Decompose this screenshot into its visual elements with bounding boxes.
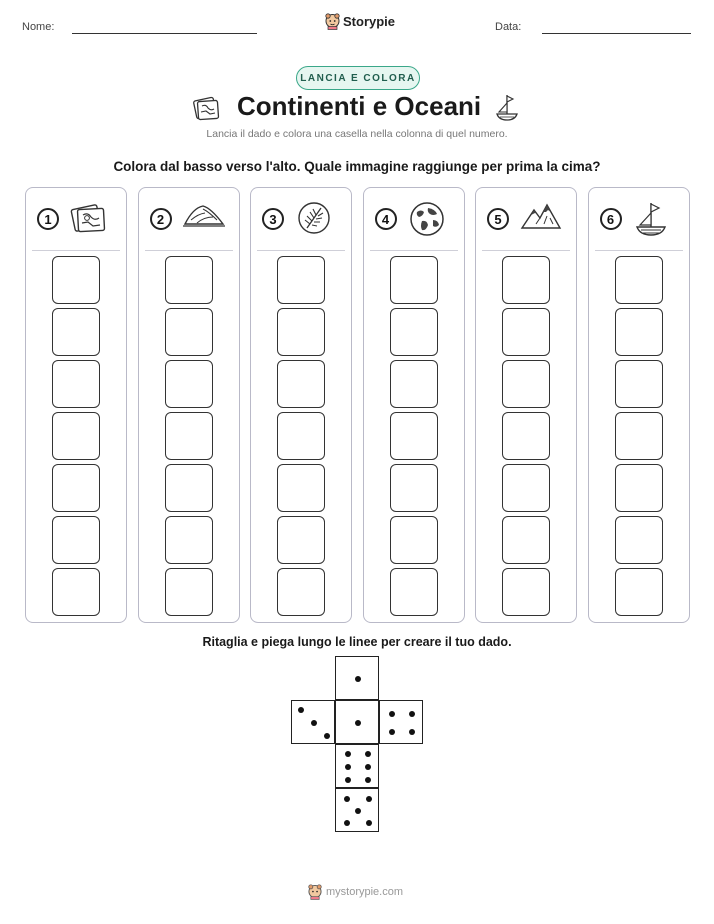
page-title: Continenti e Oceani: [237, 91, 482, 121]
column-number: 2: [150, 208, 172, 230]
color-cell[interactable]: [502, 412, 550, 460]
die-face-3: [291, 700, 335, 744]
die-pip: [298, 707, 304, 713]
die-pip: [324, 733, 330, 739]
die-pip: [365, 777, 371, 783]
color-cell[interactable]: [277, 568, 325, 616]
color-cell[interactable]: [615, 412, 663, 460]
die-face-6: [335, 744, 379, 788]
color-cell[interactable]: [277, 412, 325, 460]
column-2: [138, 187, 240, 623]
die-instruction: Ritaglia e piega lungo le linee per creare il tuo dado.: [202, 635, 512, 649]
die-face-4: [379, 700, 423, 744]
name-line[interactable]: [72, 33, 257, 34]
date-label: Data:: [495, 21, 522, 33]
die-pip: [409, 711, 415, 717]
globe-icon: [408, 200, 446, 238]
desert-dune-icon: [183, 200, 225, 230]
color-cell[interactable]: [277, 308, 325, 356]
die-pip: [366, 796, 372, 802]
die-pip: [345, 751, 351, 757]
color-cell[interactable]: [52, 360, 100, 408]
color-cell[interactable]: [277, 360, 325, 408]
die-face-5: [335, 788, 379, 832]
brand-logo: [325, 13, 395, 30]
pie-mascot-icon: [308, 884, 322, 900]
footer-url: mystorypie.com: [326, 886, 404, 898]
color-cell[interactable]: [52, 568, 100, 616]
color-cell[interactable]: [277, 464, 325, 512]
color-cell[interactable]: [390, 464, 438, 512]
color-cell[interactable]: [165, 464, 213, 512]
die-pip: [409, 729, 415, 735]
die-pip: [389, 711, 395, 717]
color-cell[interactable]: [277, 256, 325, 304]
column-1: [25, 187, 127, 623]
column-5: [475, 187, 577, 623]
color-cell[interactable]: [390, 516, 438, 564]
die-pip: [355, 808, 361, 814]
color-cell[interactable]: [165, 516, 213, 564]
die-pip: [311, 720, 317, 726]
die-pip: [365, 764, 371, 770]
color-cell[interactable]: [615, 360, 663, 408]
color-cell[interactable]: [52, 256, 100, 304]
color-cell[interactable]: [390, 360, 438, 408]
name-label: Nome:: [22, 21, 55, 33]
pie-mascot-icon: [325, 13, 340, 30]
die-pip: [345, 777, 351, 783]
color-cell[interactable]: [277, 516, 325, 564]
color-cell[interactable]: [390, 568, 438, 616]
column-divider: [595, 250, 683, 251]
color-cell[interactable]: [502, 464, 550, 512]
color-cell[interactable]: [165, 412, 213, 460]
column-number: 1: [37, 208, 59, 230]
mountain-icon: [520, 200, 562, 232]
date-line[interactable]: [542, 33, 691, 34]
die-pip: [365, 751, 371, 757]
color-cell[interactable]: [390, 412, 438, 460]
color-cell[interactable]: [52, 412, 100, 460]
die-pip: [345, 764, 351, 770]
color-cell[interactable]: [502, 256, 550, 304]
die-pip: [344, 820, 350, 826]
column-number: 3: [262, 208, 284, 230]
column-number: 5: [487, 208, 509, 230]
column-6: [588, 187, 690, 623]
brand-name: Storypie: [343, 14, 396, 29]
column-number: 6: [600, 208, 622, 230]
color-cell[interactable]: [615, 568, 663, 616]
color-cell[interactable]: [165, 256, 213, 304]
color-cell[interactable]: [502, 360, 550, 408]
die-pip: [366, 820, 372, 826]
column-divider: [482, 250, 570, 251]
color-cell[interactable]: [615, 256, 663, 304]
sailboat-icon: [494, 92, 520, 122]
color-cell[interactable]: [165, 308, 213, 356]
color-cell[interactable]: [52, 464, 100, 512]
color-cell[interactable]: [165, 360, 213, 408]
map-icon: [70, 200, 108, 234]
die-face-1: [335, 700, 379, 744]
color-cell[interactable]: [502, 516, 550, 564]
die-pip: [389, 729, 395, 735]
map-icon: [192, 93, 222, 123]
leaf-icon: [295, 200, 333, 236]
page-subtitle: Lancia il dado e colora una casella nella colonna di quel numero.: [206, 128, 508, 140]
die-pip: [355, 676, 361, 682]
color-cell[interactable]: [52, 516, 100, 564]
column-divider: [370, 250, 458, 251]
column-divider: [145, 250, 233, 251]
column-divider: [257, 250, 345, 251]
color-cell[interactable]: [615, 308, 663, 356]
footer: [308, 884, 403, 900]
instruction-text: Colora dal basso verso l'alto. Quale immagine raggiunge per prima la cima?: [113, 159, 601, 174]
column-4: [363, 187, 465, 623]
color-cell[interactable]: [52, 308, 100, 356]
color-cell[interactable]: [502, 308, 550, 356]
color-cell[interactable]: [390, 256, 438, 304]
die-pip: [355, 720, 361, 726]
sailboat-icon: [633, 200, 669, 238]
activity-badge: LANCIA E COLORA: [296, 66, 420, 90]
column-number: 4: [375, 208, 397, 230]
die-face-1: [335, 656, 379, 700]
column-divider: [32, 250, 120, 251]
color-cell[interactable]: [615, 464, 663, 512]
color-cell[interactable]: [390, 308, 438, 356]
column-3: [250, 187, 352, 623]
color-cell[interactable]: [165, 568, 213, 616]
color-cell[interactable]: [502, 568, 550, 616]
color-cell[interactable]: [615, 516, 663, 564]
die-pip: [344, 796, 350, 802]
